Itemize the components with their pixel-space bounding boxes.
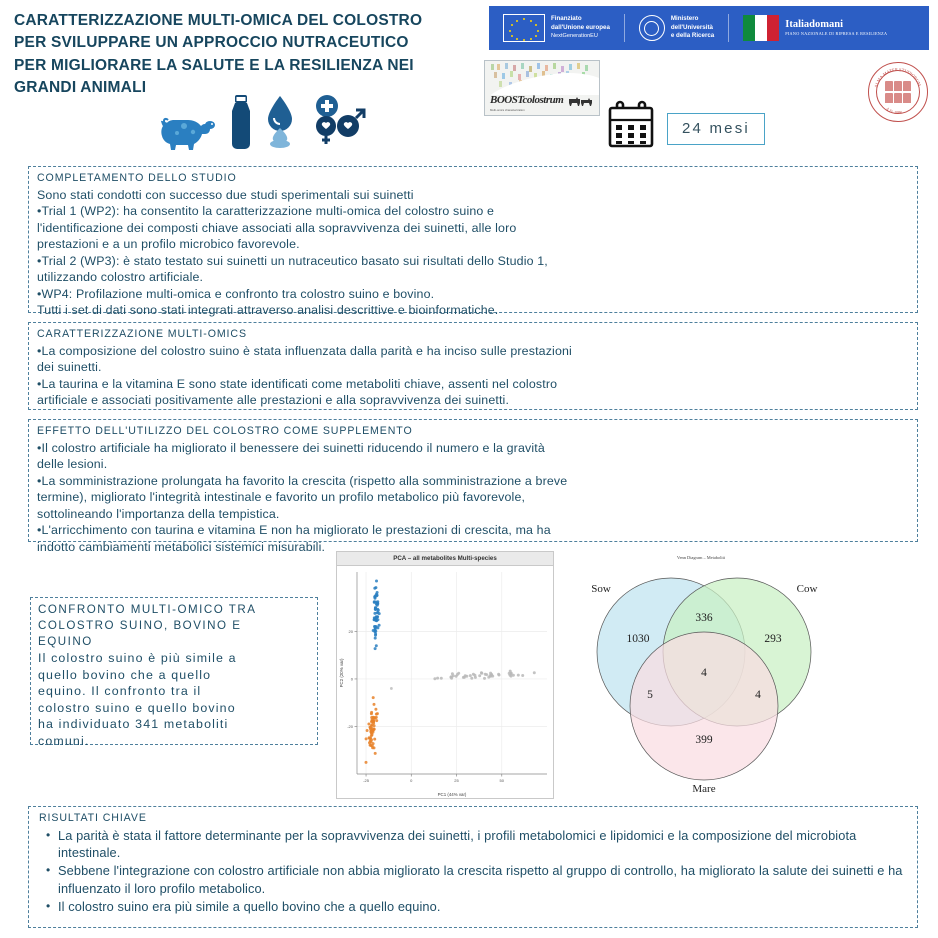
pca-title: PCA – all metabolites Multi-species [337,552,553,566]
duration-label: 24 mesi [682,119,750,137]
title-line-4: GRANDI ANIMALI [14,79,147,97]
health-plus-icon [306,94,368,150]
svg-text:PC1 (44% var): PC1 (44% var) [437,792,467,797]
svg-text:-25: -25 [363,778,369,783]
project-logo-tagline: Multi-omics characterization [490,108,525,113]
project-logo [484,60,600,116]
venn-label-cow: Cow [796,583,818,595]
title-block [14,10,484,100]
eu-line-3: NextGenerationEU [551,33,598,40]
calendar-icon [605,100,657,157]
results-list [39,827,907,915]
box-line: •Trial 2 (WP3): è stato testato sui suinetti un nutraceutico basato sui risultati dello Studio 1, [37,253,548,268]
svg-text:PC2 (20% var): PC2 (20% var) [339,658,344,688]
box-line: Sono stati condotti con successo due studi sperimentali sui suinetti [37,187,414,202]
venn-title: Venn Diagram – Metaboliti [676,555,726,560]
ministry-line-3: e della Ricerca [670,32,715,40]
pig-icon [160,106,220,150]
box-line: •Trial 1 (WP2): ha consentito la caratterizzazione multi-omica del colostro suino e [37,204,495,219]
poster-header [0,0,938,160]
svg-text:0: 0 [410,778,413,783]
multiomics-characterization-box [28,322,918,410]
box-heading-cont: EQUINO [38,635,93,649]
venn-value-sow-cow: 336 [695,612,713,624]
logo-animal-silhouettes [567,95,593,106]
eu-line-1: Finanziato [551,14,582,22]
box-line: sottolineando l'importanza della tempistica. [37,506,280,521]
ministry-line-1: Ministero [670,14,699,22]
svg-text:-20: -20 [347,723,353,729]
venn-value-mare-only: 399 [695,734,713,746]
box-line: termine), migliorato l'integrità intestinale e favorito un profilo metabolico più favorevole, [37,490,526,505]
venn-diagram [560,551,842,801]
eu-line-2: dall'Unione europea [551,23,610,31]
title-line-3: PER MIGLIORARE LA SALUTE E LA RESILIENZA NEI [14,56,414,74]
box-line: •La composizione del colostro suino è stata influenzata dalla parità e ha inciso sulle prestazioni [37,343,572,358]
duration-badge [667,113,765,145]
water-drop-icon [262,94,298,150]
svg-text:A.D. 1088: A.D. 1088 [885,106,903,116]
box-line: •Il colostro artificiale ha migliorato il benessere dei suinetti riducendo il numero e la gravità [37,440,545,455]
eu-flag-icon [503,14,545,42]
italiadomani-name: Italiadomani [785,18,843,30]
seal-text [869,63,927,121]
box-line: Il colostro suino è più simile a [38,651,237,666]
eu-funding-logo [489,13,624,43]
project-logo-name: BOOSTcolostrum [490,94,564,106]
svg-text:0: 0 [350,676,353,682]
eu-funding-text [551,15,610,42]
box-line: •La somministrazione prolungata ha favorito la crescita (rispetto alla somministrazione a breve [37,473,568,488]
italian-flag-icon [743,15,779,41]
box-line: quello bovino che a quello [38,667,212,682]
italiadomani-subtitle: PIANO NAZIONALE DI RIPRESA E RESILIENZA [785,31,888,37]
box-line: delle lesioni. [37,457,108,472]
venn-label-mare: Mare [692,783,716,795]
ministry-emblem-icon [639,15,665,41]
ministry-logo [625,13,728,43]
venn-value-sow-only: 1030 [626,633,650,645]
list-item: • La parità è stata il fattore determinante per la sopravvivenza dei suinetti, i profili metabolomici e lipidomici e la composizione del microbiota intestinale. [58,827,907,862]
box-line: artificiale e associati positivamente alle prestazioni e alla sopravvivenza dei suinetti. [37,393,510,408]
venn-value-cow-mare: 4 [755,689,761,701]
svg-text:20: 20 [348,628,353,634]
box-line: indotto cambiamenti metabolici sistemici misurabili. [37,539,326,554]
ministry-line-2: dell'Università [670,23,713,31]
university-seal [868,62,928,122]
venn-svg [565,560,837,798]
ministry-text [671,15,714,42]
box-line: utilizzando colostro artificiale. [37,270,204,285]
duration-group [605,100,765,157]
venn-label-sow: Sow [591,583,611,595]
svg-text:50: 50 [499,778,504,783]
box-line: ha individuato 341 metaboliti [38,717,229,732]
box-line: dei suinetti. [37,360,102,375]
box-heading: EFFETTO DELL'UTILIZZO DEL COLOSTRO COME SUPPLEMENTO [37,425,413,437]
colostrum-supplement-effect-box [28,419,918,554]
list-item: • Sebbene l'integrazione con colostro artificiale non abbia migliorato la crescita rispetto al gruppo di controllo, ha migliorato la salute dei suinetti e ha influenzato il loro profilo metabolico. [58,862,907,897]
milk-bottle-icon [228,94,254,150]
venn-value-sow-mare: 5 [647,689,653,701]
box-line: prestazioni e a un profilo microbico favorevole. [37,237,300,252]
box-line: equino. Il confronto tra il [38,684,202,699]
box-heading: COMPLETAMENTO DELLO STUDIO [37,172,237,184]
species-comparison-box [30,597,318,748]
box-heading-cont: COLOSTRO SUINO, BOVINO E [38,619,242,633]
box-line: colostro suino e quello bovino [38,700,236,715]
box-line: •L'arricchimento con taurina e vitamina E non ha migliorato le prestazioni di crescita, ma ha [37,523,551,538]
box-line: comuni. [38,733,90,748]
key-results-box [28,806,918,928]
feces-icon [270,128,290,148]
box-line: •WP4: Profilazione multi-omica e confronto tra colostro suino e bovino. [37,286,435,301]
italiadomani-text [785,19,887,37]
pca-plot-area [337,566,553,800]
list-item: • Il colostro suino era più simile a quello bovino che a quello equino. [58,898,907,915]
title-line-1: CARATTERIZZAZIONE MULTI-OMICA DEL COLOSTRO [14,12,423,29]
venn-value-cow-only: 293 [764,633,782,645]
topic-icon-row [160,88,368,150]
logo-pixel-pattern [485,61,599,95]
page-title [14,10,484,100]
svg-text:25: 25 [454,778,459,783]
italiadomani-logo [729,13,901,43]
box-heading: RISULTATI CHIAVE [39,812,147,824]
study-completion-box [28,166,918,318]
box-heading: CONFRONTO MULTI-OMICO TRA [38,603,257,616]
pca-scatter-plot [336,551,554,799]
funding-banner [489,6,929,50]
box-line: •La taurina e la vitamina E sono state identificati come metaboliti chiave, assenti nel colostro [37,376,558,391]
box-heading: CARATTERIZZAZIONE MULTI-OMICS [37,328,247,340]
box-line: Tutti i set di dati sono stati integrati attraverso analisi descrittive e bioinformatiche. [37,303,499,318]
svg-text:ALMA MATER STUDIORUM: ALMA MATER STUDIORUM [873,66,923,89]
box-line: l'identificazione dei composti chiave associati alla sopravvivenza dei suinetti, alle loro [37,220,517,235]
title-line-2: PER SVILUPPARE UN APPROCCIO NUTRACEUTICO [14,34,409,52]
venn-value-all: 4 [701,667,707,679]
